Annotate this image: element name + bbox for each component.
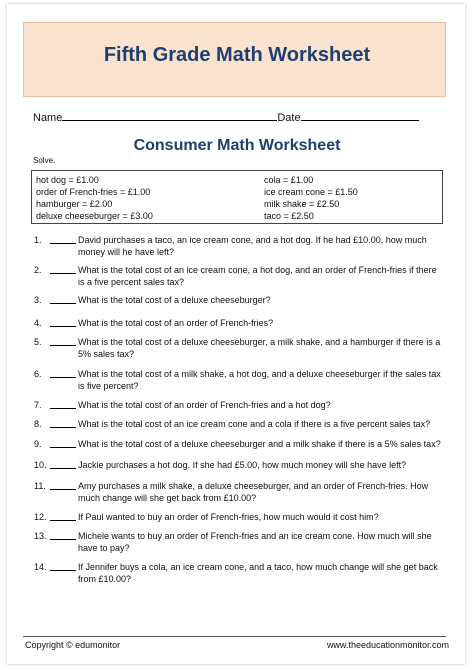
question-number: 6.: [34, 369, 42, 379]
question-item: [34, 459, 444, 471]
question-item: [34, 336, 444, 360]
price-column-right: [264, 174, 358, 222]
price-item: deluxe cheeseburger = £3.00: [36, 211, 153, 221]
answer-blank: [50, 539, 76, 540]
question-item: [34, 418, 444, 430]
page-title: Fifth Grade Math Worksheet: [103, 44, 371, 66]
footer-divider: [23, 636, 446, 637]
price-item: cola = £1.00: [264, 175, 314, 185]
answer-blank: [50, 408, 76, 409]
price-column-left: [36, 174, 153, 222]
question-item: [34, 317, 444, 329]
question-item: [34, 561, 444, 585]
footer-copyright: Copyright © edumonitor: [25, 640, 121, 650]
question-item: [34, 438, 444, 450]
question-text: What is the total cost of an ice cream cone, a hot dog, and an order of French-fries if there is a five percent sales tax?: [78, 265, 437, 287]
price-item: hamburger = £2.00: [36, 199, 113, 209]
question-number: 8.: [34, 419, 42, 429]
answer-blank: [50, 427, 76, 428]
question-text: What is the total cost of an order of French-fries and a hot dog?: [78, 400, 331, 410]
question-text: If Jennifer buys a cola, an ice cream cone, and a taco, how much change will she get back from £10.00?: [78, 562, 438, 584]
answer-blank: [50, 520, 76, 521]
price-item: milk shake = £2.50: [264, 199, 340, 209]
question-number: 11.: [34, 481, 46, 491]
question-text: Michele wants to buy an order of French-fries and an ice cream cone. How much will she have to pay?: [78, 531, 432, 553]
question-number: 7.: [34, 400, 42, 410]
question-item: [34, 294, 444, 306]
question-text: If Paul wanted to buy an order of French-fries, how much would it cost him?: [78, 512, 379, 522]
question-number: 3.: [34, 295, 42, 305]
price-item: ice cream cone = £1.50: [264, 187, 358, 197]
footer-url[interactable]: www.theeducationmonitor.com: [326, 640, 449, 650]
name-blank: [62, 110, 277, 121]
answer-blank: [50, 489, 76, 490]
date-blank: [301, 110, 419, 121]
question-number: 13.: [34, 531, 47, 541]
question-text: Jackie purchases a hot dog. If she had £5.00, how much money will she have left?: [78, 460, 407, 470]
price-list-box: [31, 170, 443, 224]
question-text: What is the total cost of a deluxe cheeseburger and a milk shake if there is a 5% sales tax?: [78, 439, 441, 449]
question-item: [34, 399, 444, 411]
question-item: [34, 530, 444, 554]
price-item: hot dog = £1.00: [36, 175, 99, 185]
question-number: 4.: [34, 318, 42, 328]
answer-blank: [50, 326, 76, 327]
question-number: 2.: [34, 265, 42, 275]
answer-blank: [50, 468, 76, 469]
question-number: 9.: [34, 439, 42, 449]
question-item: [34, 368, 444, 392]
question-text: What is the total cost of a deluxe cheeseburger, a milk shake, and a hamburger if there is a 5% sales tax?: [78, 337, 441, 359]
question-text: What is the total cost of an ice cream cone and a cola if there is a five percent sales tax?: [78, 419, 431, 429]
answer-blank: [50, 243, 76, 244]
answer-blank: [50, 303, 76, 304]
question-item: [34, 480, 444, 504]
question-number: 12.: [34, 512, 47, 522]
question-text: What is the total cost of an order of French-fries?: [78, 318, 274, 328]
answer-blank: [50, 273, 76, 274]
name-date-row: [33, 110, 443, 124]
question-text: David purchases a taco, an ice cream cone, and a hot dog. If he had £10.00, how much money will he have left?: [78, 235, 427, 257]
name-label: Name: [33, 112, 63, 124]
instruction-text: Solve.: [33, 156, 56, 165]
answer-blank: [50, 570, 76, 571]
question-item: [34, 511, 444, 523]
question-number: 1.: [34, 235, 42, 245]
price-item: order of French-fries = £1.00: [36, 187, 151, 197]
question-number: 10.: [34, 460, 47, 470]
question-text: What is the total cost of a deluxe cheeseburger?: [78, 295, 271, 305]
question-number: 14.: [34, 562, 47, 572]
question-item: [34, 234, 444, 258]
worksheet-subtitle: Consumer Math Worksheet: [133, 137, 341, 154]
question-text: Amy purchases a milk shake, a deluxe cheeseburger, and an order of French-fries. How much change will she get back from £10.00?: [78, 481, 429, 503]
date-label: Date: [277, 112, 301, 124]
answer-blank: [50, 447, 76, 448]
price-item: taco = £2.50: [264, 211, 314, 221]
question-number: 5.: [34, 337, 42, 347]
answer-blank: [50, 377, 76, 378]
answer-blank: [50, 345, 76, 346]
question-item: [34, 264, 444, 288]
question-text: What is the total cost of a milk shake, a hot dog, and a deluxe cheeseburger if the sales tax is five percent?: [78, 369, 441, 391]
